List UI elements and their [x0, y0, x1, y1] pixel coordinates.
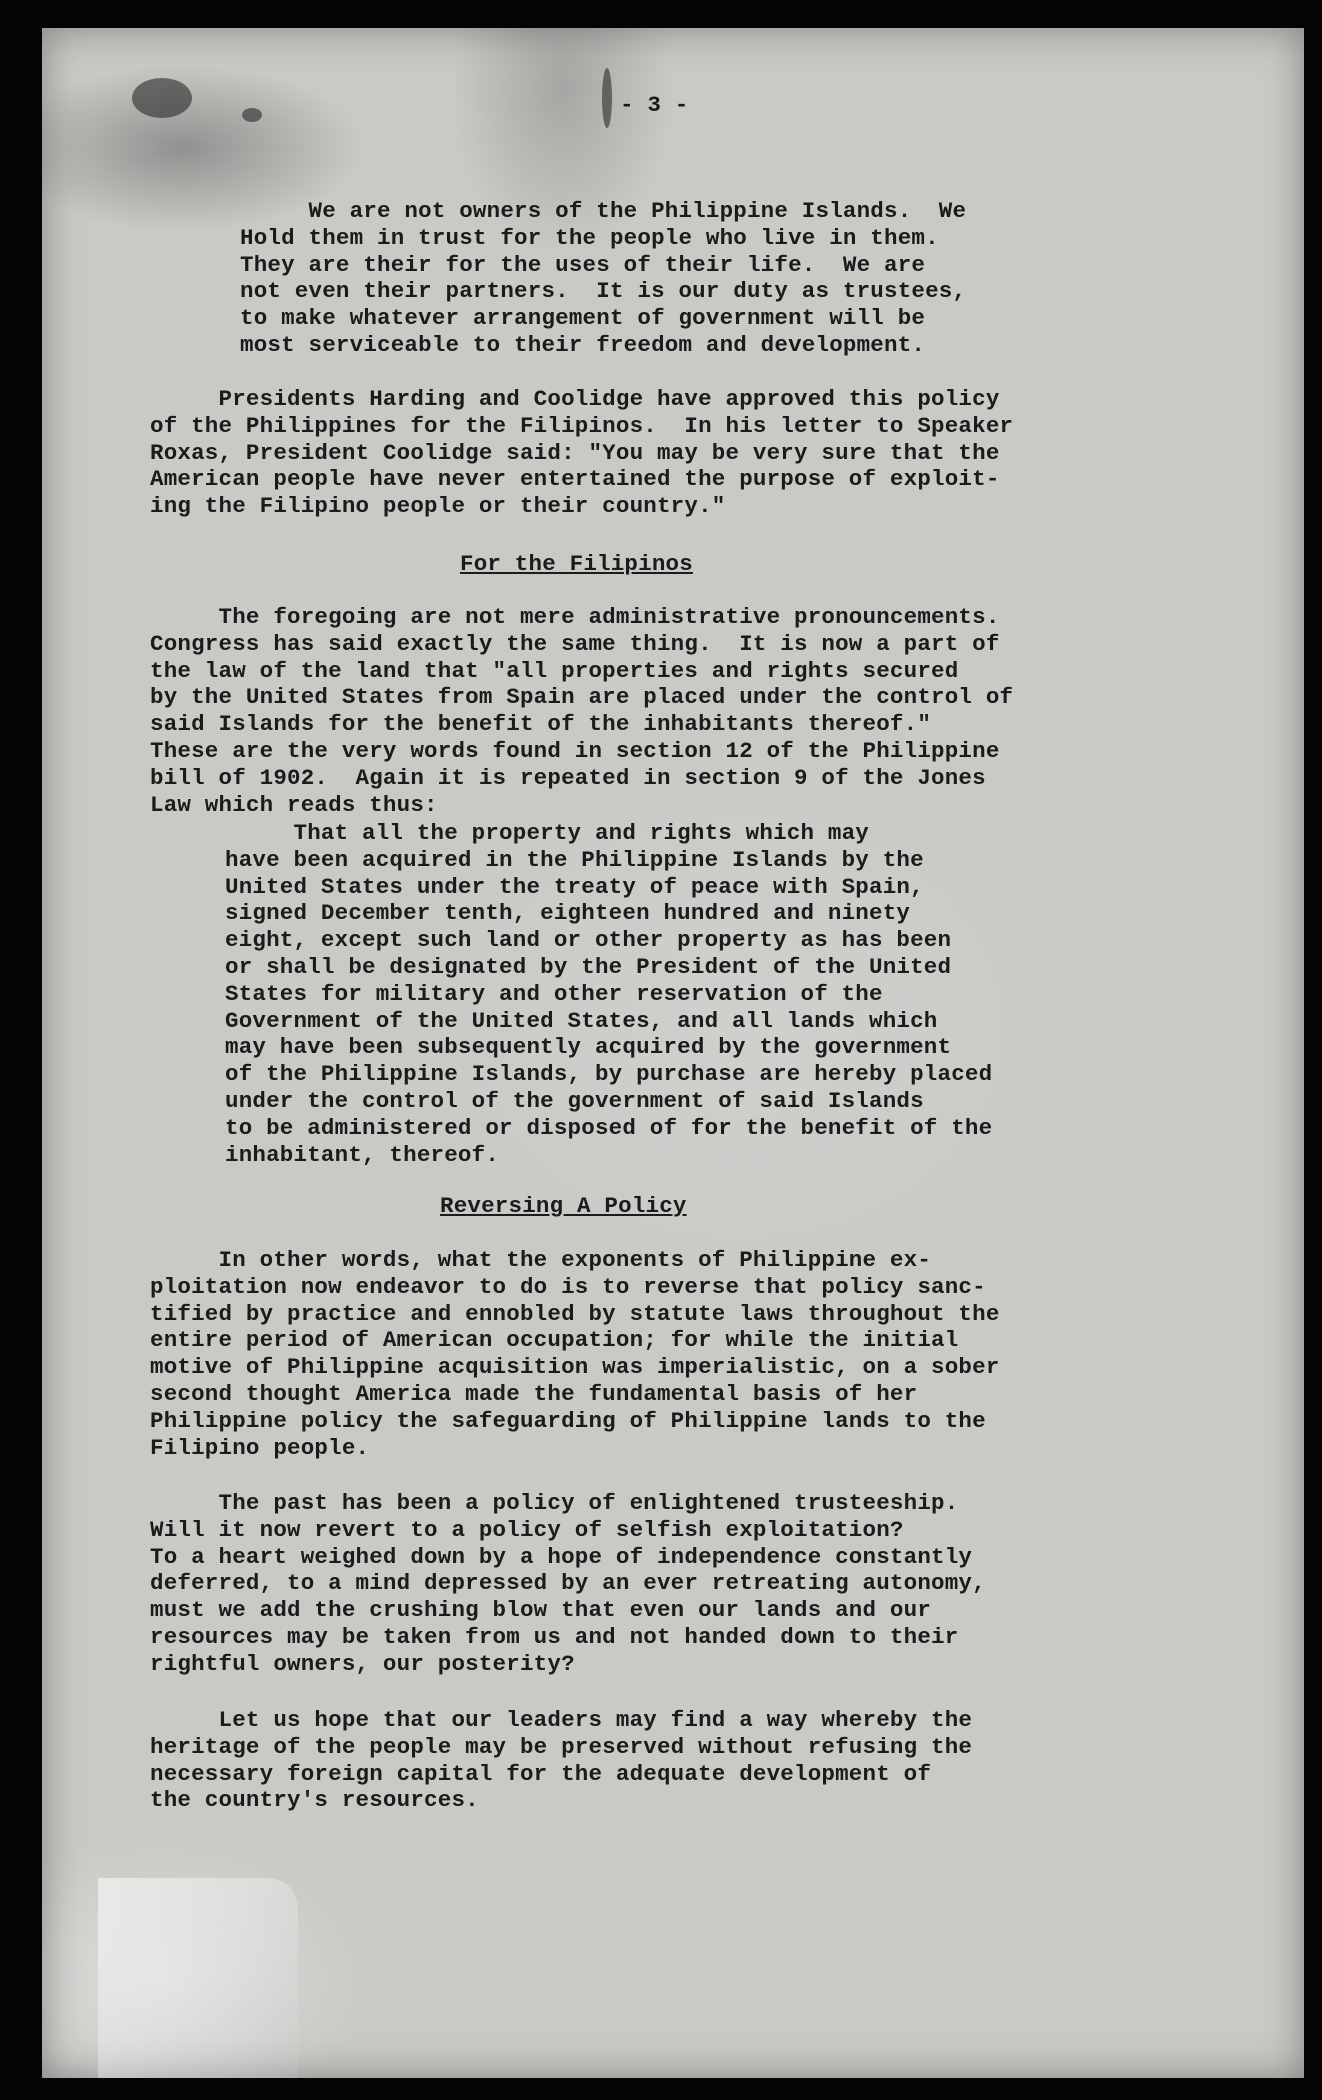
heading-for-the-filipinos: For the Filipinos [460, 551, 693, 577]
page-corner-fold [98, 1878, 298, 2078]
ink-stain [602, 68, 612, 128]
paragraph-other-words: In other words, what the exponents of Philippine ex- ploitation now endeavor to do is to reverse that policy sanc- tified by practice and ennobled by statute laws throughout the entire period of American occupation; for while the initial motive of Philippine acquisition was imperialistic, on a sober second thought America made the fundamental basis of her Philippine policy the safeguarding of Philippine lands to the Filipino people. [150, 1247, 1000, 1461]
page-number: - 3 - [620, 92, 689, 118]
jones-law-quote: That all the property and rights which may have been acquired in the Philippine Islands by the United States under the treaty of peace with Spain, signed December tenth, eighteen hundred and ninety eight, except such land or other property as has been or shall be designated by the President of the United States for military and other reservation of the Government of the United States, and all lands which may have been subsequently acquired by the government of the Philippine Islands, by purchase are hereby placed under the control of the government of said Islands to be administered or disposed of for the benefit of the inhabitant, thereof. [225, 820, 993, 1168]
ink-stain [132, 78, 192, 118]
paragraph-harding-coolidge: Presidents Harding and Coolidge have approved this policy of the Philippines for the Filipinos. In his letter to Speaker Roxas, President Coolidge said: "You may be very sure that the American people have never entertained the purpose of exploit- ing the Filipino people or their country." [150, 386, 1014, 520]
paragraph-trusteeship: The past has been a policy of enlightened trusteeship. Will it now revert to a policy of selfish exploitation? To a heart weighed down by a hope of independence constantly deferred, to a mind depressed by an ever retreating autonomy, must we add the crushing blow that even our lands and our resources may be taken from us and not handed down to their rightful owners, our posterity? [150, 1490, 986, 1677]
ink-stain [242, 108, 262, 122]
paragraph-congress: The foregoing are not mere administrative pronouncements. Congress has said exactly the same thing. It is now a part of the law of the land that "all properties and rights secured by the United States from Spain are placed under the control of said Islands for the benefit of the inhabitants thereof." These are the very words found in section 12 of the Philippine bill of 1902. Again it is repeated in section 9 of the Jones Law which reads thus: [150, 604, 1014, 818]
heading-reversing-a-policy: Reversing A Policy [440, 1193, 687, 1219]
paragraph-leaders: Let us hope that our leaders may find a way whereby the heritage of the people may be preserved without refusing the necessary foreign capital for the adequate development of the country's resources. [150, 1707, 973, 1814]
opening-quote: We are not owners of the Philippine Islands. We Hold them in trust for the people who live in them. They are their for the uses of their life. We are not even their partners. It is our duty as trustees, to make whatever arrangement of government will be most serviceable to their freedom and development. [240, 198, 967, 358]
